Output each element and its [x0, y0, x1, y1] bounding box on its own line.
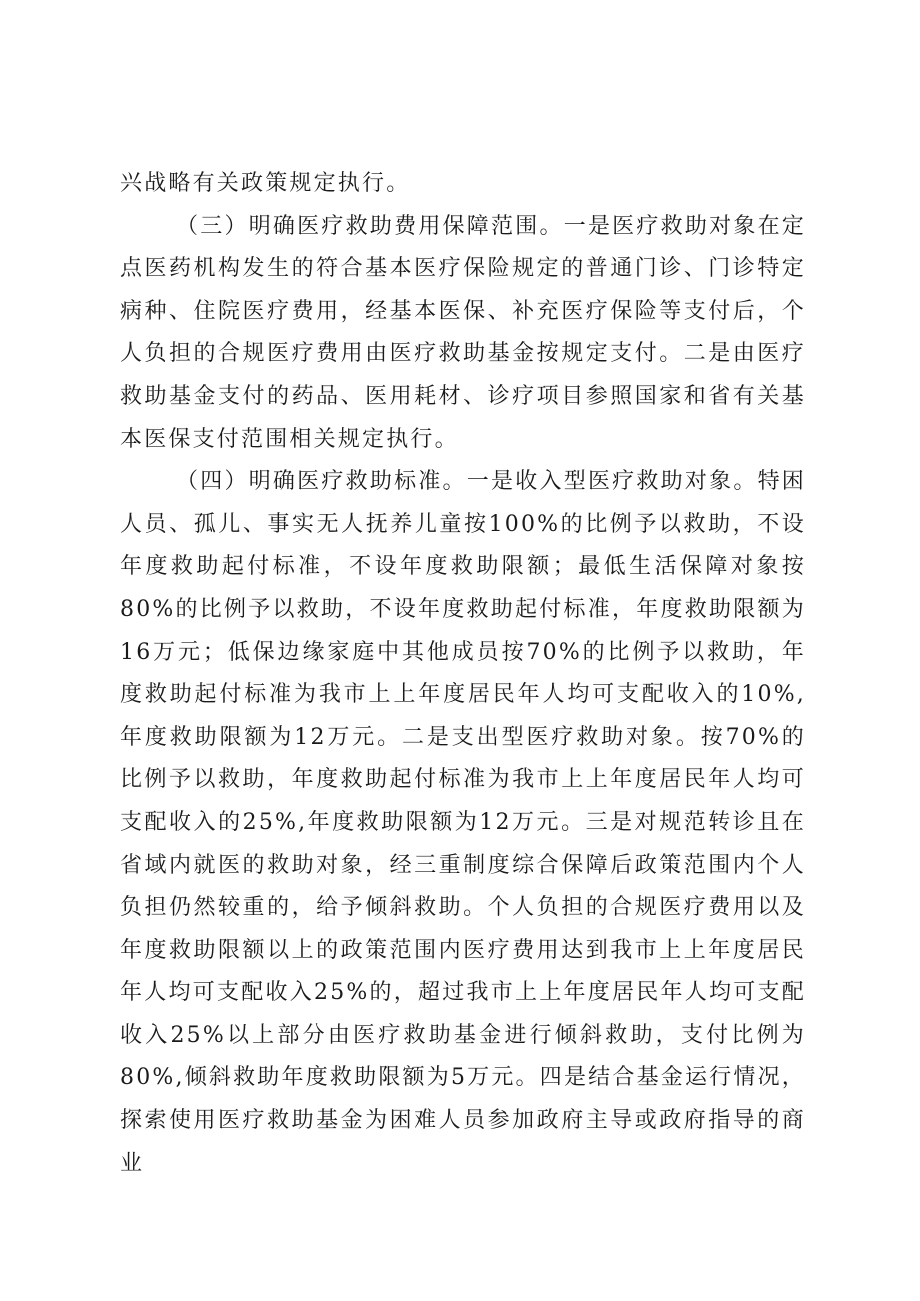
paragraph-section-4: （四）明确医疗救助标准。一是收入型医疗救助对象。特困人员、孤儿、事实无人抚养儿童按100%的比例予以救助，不设年度救助起付标准，不设年度救助限额；最低生活保障对象按80%的比例予以救助，不设年度救助起付标准，年度救助限额为16万元；低保边缘家庭中其他成员按70%的比例予以救助，年度救助起付标准为我市上上年度居民年人均可支配收入的10%,年度救助限额为12万元。二是支出型医疗救助对象。按70%的比例予以救助，年度救助起付标准为我市上上年度居民年人均可支配收入的25%,年度救助限额为12万元。三是对规范转诊且在省域内就医的救助对象，经三重制度综合保障后政策范围内个人负担仍然较重的，给予倾斜救助。个人负担的合规医疗费用以及年度救助限额以上的政策范围内医疗费用达到我市上上年度居民年人均可支配收入25%的，超过我市上上年度居民年人均可支配收入25%以上部分由医疗救助基金进行倾斜救助，支付比例为80%,倾斜救助年度救助限额为5万元。四是结合基金运行情况，探索使用医疗救助基金为困难人员参加政府主导或政府指导的商业 [120, 469, 806, 1176]
paragraph-section-3: （三）明确医疗救助费用保障范围。一是医疗救助对象在定点医药机构发生的符合基本医疗保险规定的普通门诊、门诊特定病种、住院医疗费用，经基本医保、补充医疗保险等支付后，个人负担的合规医疗费用由医疗救助基金按规定支付。二是由医疗救助基金支付的药品、医用耗材、诊疗项目参照国家和省有关基本医保支付范围相关规定执行。 [120, 213, 806, 452]
document-body [120, 163, 806, 1185]
paragraph-continuation: 兴战略有关政策规定执行。 [120, 171, 411, 196]
